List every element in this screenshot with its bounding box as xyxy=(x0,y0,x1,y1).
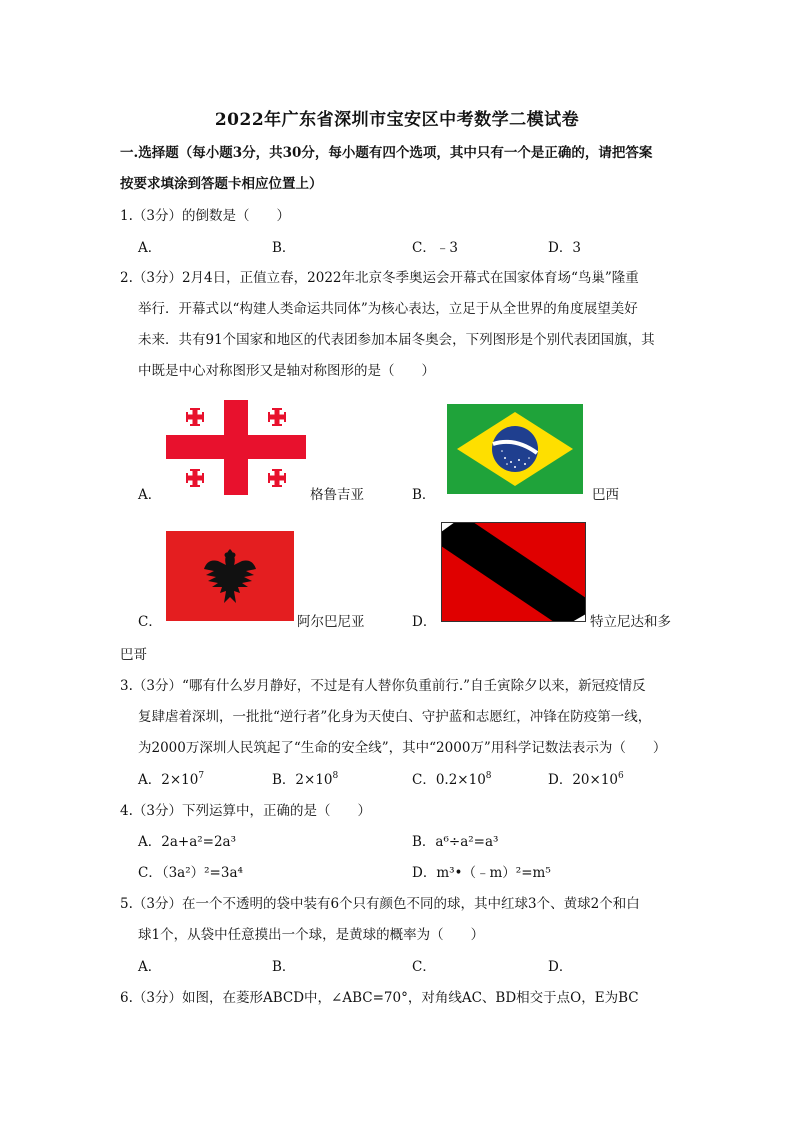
q4-option-b: B．a⁶÷a²=a³ xyxy=(412,834,499,850)
q3-option-d: D．$20\times 10^6$ xyxy=(548,771,624,788)
georgia-flag-image xyxy=(166,400,306,495)
q1-option-b: B． xyxy=(272,240,296,256)
q2-option-d-name-1: 特立尼达和多 xyxy=(590,614,671,630)
q2-line2: 举行．开幕式以“构建人类命运共同体”为核心表达，立足于从全世界的角度展望美好 xyxy=(138,301,638,317)
q3-line1: 3.（3分）“哪有什么岁月静好，不过是有人替你负重前行.”自壬寅除夕以来，新冠疫情反 xyxy=(120,678,646,694)
q2-option-b-name: 巴西 xyxy=(592,487,619,503)
section-heading-line1: 一.选择题（每小题3分，共30分，每小题有四个选项，其中只有一个是正确的，请把答案 xyxy=(120,145,653,161)
q3-line3: 为2000万深圳人民筑起了“生命的安全线”，其中“2000万”用科学记数法表示为（ ） xyxy=(138,740,667,756)
q2-option-c-name: 阿尔巴尼亚 xyxy=(297,614,365,630)
q5-option-b: B． xyxy=(272,959,296,975)
q5-option-c: C． xyxy=(412,959,436,975)
q2-line4: 中既是中心对称图形又是轴对称图形的是（ ） xyxy=(138,363,435,379)
q4-option-a: A．2a+a²=2a³ xyxy=(138,834,237,850)
q5-option-a: A． xyxy=(138,959,162,975)
q2-option-b: B． xyxy=(412,487,436,503)
q4-stem: 4.（3分）下列运算中，正确的是（ ） xyxy=(120,803,371,819)
albania-flag-image xyxy=(166,531,294,621)
page-title: 2022年广东省深圳市宝安区中考数学二模试卷 xyxy=(214,110,580,130)
q2-option-a-name: 格鲁吉亚 xyxy=(310,487,364,503)
q2-option-a: A． xyxy=(138,487,162,503)
q2-option-c: C． xyxy=(138,614,162,630)
q2-line3: 未来．共有91个国家和地区的代表团参加本届冬奥会，下列图形是个别代表团国旗，其 xyxy=(138,332,655,348)
q5-option-d: D． xyxy=(548,959,573,975)
q1-option-a: A． xyxy=(138,240,162,256)
brazil-flag-image xyxy=(447,404,583,494)
q3-option-a: A．$2\times 10^7$ xyxy=(138,771,205,788)
q4-option-d: D．m³•（﹣m）²=m⁵ xyxy=(412,865,551,881)
q4-option-c: C．（3a²）²=3a⁴ xyxy=(138,865,243,881)
q5-line1: 5.（3分）在一个不透明的袋中装有6个只有颜色不同的球，其中红球3个、黄球2个和白 xyxy=(120,896,640,912)
trinidad-tobago-flag-image xyxy=(441,522,586,622)
q3-line2: 复肆虐着深圳，一批批“逆行者”化身为天使白、守护蓝和志愿红，冲锋在防疫第一线， xyxy=(138,709,652,725)
q1-option-d: D．3 xyxy=(548,240,581,256)
q2-line1: 2.（3分）2月4日，正值立春，2022年北京冬季奥运会开幕式在国家体育场“鸟巢”隆重 xyxy=(120,270,639,286)
q3-option-c: C．$0.2\times 10^8$ xyxy=(412,771,492,788)
section-heading-line2: 按要求填涂到答题卡相应位置上） xyxy=(120,176,323,192)
q1-stem: 1.（3分）的倒数是（ ） xyxy=(120,208,290,224)
q6-line1: 6.（3分）如图，在菱形ABCD中，∠ABC=70°，对角线AC、BD相交于点O，E为BC xyxy=(120,990,639,1006)
q5-line2: 球1个，从袋中任意摸出一个球，是黄球的概率为（ ） xyxy=(138,927,485,943)
q1-option-c: C．﹣3 xyxy=(412,240,458,256)
q3-option-b: B．$2\times 10^8$ xyxy=(272,771,339,788)
q2-option-d-name-2: 巴哥 xyxy=(120,647,147,663)
q2-option-d: D． xyxy=(412,614,437,630)
